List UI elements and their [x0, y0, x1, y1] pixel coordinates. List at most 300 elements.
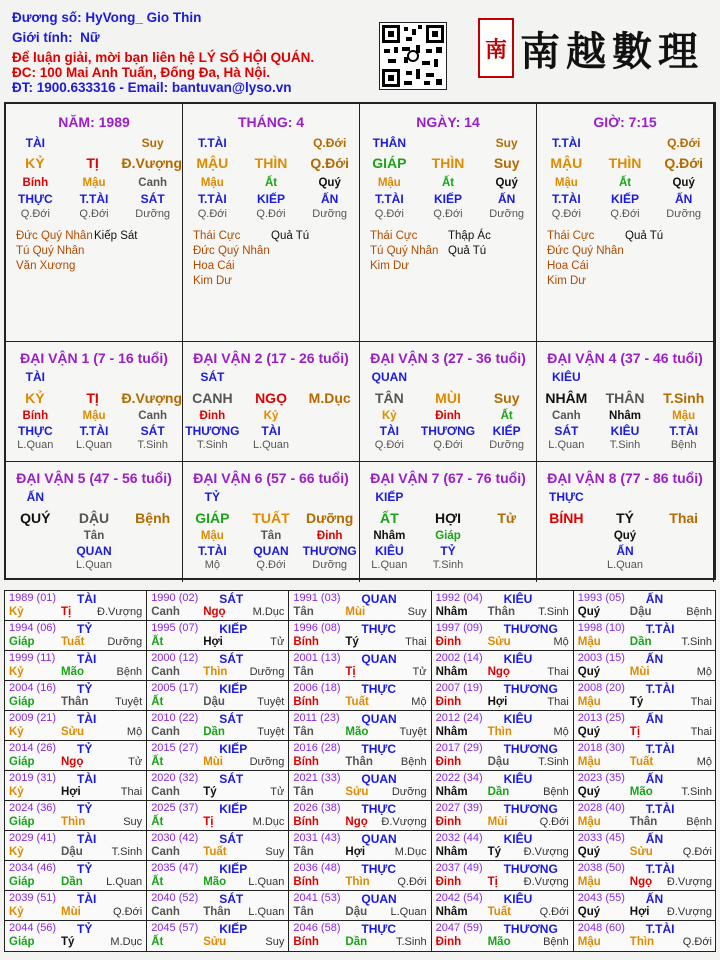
year-god: ẤN: [645, 832, 664, 846]
year-phase: Đ.Vượng: [97, 606, 143, 618]
dai-van-cell[interactable]: [537, 342, 714, 462]
year-phase: Suy: [407, 606, 427, 618]
pillar-row-hidden-gods: [183, 192, 359, 206]
pillar-row-stem-branch-cell: MẬU: [550, 155, 583, 171]
year-branch: Mùi: [629, 666, 650, 678]
year-god: ẤN: [645, 592, 664, 606]
dai-van-row-hidden-stems-cell: Quý: [613, 530, 637, 542]
dai-van-row-hidden-stems-cell: Mậu: [82, 410, 106, 422]
year-branch: Hợi: [345, 846, 366, 858]
dai-van-row-hidden-stems-cell: Đinh: [316, 530, 343, 542]
dai-van-row-hidden-stems-cell: Kỷ: [263, 410, 279, 422]
dai-van-row-stem-branch: [360, 510, 536, 526]
year-cell[interactable]: [5, 651, 147, 681]
year-god: KIẾP: [219, 742, 248, 756]
dai-van-row-stem-branch-cell: M.Dục: [308, 390, 351, 406]
dai-van-cell[interactable]: [537, 462, 714, 582]
dai-van-row-stem-branch-cell: MÙI: [435, 390, 461, 406]
year-god: ẤN: [645, 712, 664, 726]
year-phase: Bệnh: [116, 666, 143, 678]
year-label: 1991 (03): [293, 592, 341, 604]
year-cell[interactable]: [574, 801, 716, 831]
year-phase: Thai: [690, 726, 712, 738]
year-cell[interactable]: [147, 831, 289, 861]
year-stem: Giáp: [9, 816, 35, 828]
year-cell[interactable]: [147, 591, 289, 621]
dai-van-cell[interactable]: [6, 462, 183, 582]
star-label: Hoa Cái: [547, 260, 589, 272]
year-phase: Q.Đới: [539, 906, 569, 918]
dai-van-row-phase: [6, 559, 182, 571]
year-cell[interactable]: [5, 711, 147, 741]
year-phase: T.Sinh: [538, 606, 569, 618]
dai-van-cell[interactable]: [183, 342, 360, 462]
dai-van-cell[interactable]: [6, 342, 183, 462]
year-god: KIÊU: [503, 712, 533, 726]
pillar-row-phase-cell: Q.Đới: [20, 208, 50, 220]
year-cell[interactable]: [289, 861, 431, 891]
year-phase: Đ.Vượng: [523, 876, 569, 888]
year-phase: Suy: [265, 936, 285, 948]
year-branch: Tý: [487, 846, 502, 858]
pillar-row-stem-god-cell: T.TÀI: [552, 136, 581, 150]
year-phase: T.Sinh: [681, 786, 712, 798]
year-branch: Dần: [629, 636, 652, 648]
dai-van-cell[interactable]: [183, 462, 360, 582]
pillar-row-phase: [537, 208, 713, 220]
dai-van-row-stem-god-cell: [300, 490, 359, 504]
year-cell[interactable]: [432, 591, 574, 621]
year-stem: Tân: [293, 606, 314, 618]
dai-van-row-hidden-stems-cell: Nhâm: [373, 530, 406, 542]
pillar-row-stem-god-cell: Q.Đới: [313, 136, 347, 150]
logo-text: 南越數理: [520, 28, 704, 75]
dai-van-row-hidden-gods-cell: [537, 544, 596, 558]
pillar-row-hidden-stems-cell: Ất: [441, 177, 455, 189]
dai-van-row-stem-branch-cell: DẬU: [78, 510, 110, 526]
star-label: Thái Cực: [193, 230, 241, 242]
star-label: Đức Quý Nhân: [547, 245, 624, 257]
dai-van-row-stem-god: [6, 490, 182, 504]
year-label: 2037 (49): [435, 862, 483, 874]
year-stem: Ất: [151, 876, 164, 888]
star-label: [271, 244, 351, 259]
dai-van-row-phase: [360, 439, 536, 451]
year-label: 2027 (39): [435, 802, 483, 814]
dai-van-row-hidden-stems-cell: Mậu: [672, 410, 696, 422]
dai-van-row-phase: [537, 439, 713, 451]
dai-van-title: ĐẠI VẬN 5 (47 - 56 tuổi): [16, 470, 172, 486]
year-cell[interactable]: [5, 831, 147, 861]
year-god: KIÊU: [503, 772, 533, 786]
year-cell[interactable]: [289, 771, 431, 801]
year-cell[interactable]: [432, 741, 574, 771]
dai-van-row-phase-cell: L.Quan: [17, 439, 54, 451]
year-branch: Dần: [203, 726, 225, 738]
dai-van-row-phase: [183, 439, 359, 451]
pillar-row-hidden-gods: [6, 192, 182, 206]
dai-van-row-hidden-stems-cell: [477, 530, 536, 542]
pillar-row-stem-god-cell: THÂN: [372, 136, 406, 150]
year-label: 2038 (50): [577, 862, 625, 874]
dai-van-row-stem-branch: [537, 390, 713, 406]
dai-van-row-phase: [360, 559, 536, 571]
dai-van-row-hidden-gods-cell: SÁT: [554, 424, 579, 438]
year-cell[interactable]: [147, 681, 289, 711]
dai-van-cell[interactable]: [360, 342, 537, 462]
year-branch: Mão: [61, 666, 84, 678]
year-cell[interactable]: [289, 681, 431, 711]
dai-van-row-phase-cell: Q.Đới: [433, 439, 463, 451]
dai-van-row-phase-cell: [6, 559, 65, 571]
year-cell[interactable]: [289, 621, 431, 651]
dai-van-row-stem-branch-cell: QUÝ: [20, 510, 51, 526]
year-cell[interactable]: [289, 831, 431, 861]
year-god: T.TÀI: [645, 682, 675, 696]
year-cell[interactable]: [574, 921, 716, 951]
year-label: 1990 (02): [151, 592, 199, 604]
dai-van-cell[interactable]: [360, 462, 537, 582]
dai-van-row-phase: [183, 559, 359, 571]
year-cell[interactable]: [289, 591, 431, 621]
year-god: ẤN: [645, 892, 664, 906]
year-god: KIÊU: [503, 832, 533, 846]
year-phase: Thai: [547, 696, 569, 708]
year-label: 2007 (19): [435, 682, 483, 694]
dai-van-row-phase-cell: L.Quan: [252, 439, 290, 451]
pillar-row-stem-branch-cell: Q.Đới: [310, 155, 350, 171]
year-cell[interactable]: [147, 621, 289, 651]
year-stem: Quý: [577, 846, 601, 858]
dai-van-row-stem-god-cell: [419, 490, 478, 504]
year-label: 1989 (01): [9, 592, 57, 604]
year-branch: Dậu: [629, 606, 652, 618]
year-cell[interactable]: [289, 891, 431, 921]
year-label: 2009 (21): [9, 712, 57, 724]
dai-van-row-phase-cell: [654, 559, 713, 571]
year-phase: M.Dục: [394, 846, 427, 858]
year-label: 2041 (53): [293, 892, 341, 904]
year-cell[interactable]: [5, 861, 147, 891]
dai-van-row-hidden-gods: [6, 544, 182, 558]
dai-van-row-phase-cell: Q.Đới: [256, 559, 286, 571]
year-stem: Giáp: [9, 756, 35, 768]
year-label: 2036 (48): [293, 862, 341, 874]
dai-van-row-hidden-stems-cell: Tân: [260, 530, 282, 542]
year-label: 1997 (09): [435, 622, 483, 634]
year-cell[interactable]: [5, 681, 147, 711]
year-label: 2018 (30): [577, 742, 625, 754]
pillar-title: NGÀY: 14: [416, 114, 480, 130]
contact-intro: Để luận giải, mời bạn liên hệ LÝ SỐ HỘI QUÁN.: [12, 50, 315, 65]
dai-van-row-hidden-gods-cell: KIẾP: [492, 424, 521, 438]
year-phase: T.Sinh: [538, 756, 569, 768]
dai-van-row-hidden-stems-cell: [123, 530, 182, 542]
dai-van-row-hidden-stems-cell: Mậu: [200, 530, 224, 542]
pillar-cell[interactable]: [537, 104, 714, 342]
year-cell[interactable]: [289, 741, 431, 771]
year-cell[interactable]: [5, 801, 147, 831]
year-phase: Dưỡng: [249, 666, 285, 678]
year-phase: Mộ: [411, 696, 427, 708]
dai-van-row-stem-branch-cell: Dưỡng: [306, 510, 354, 526]
year-phase: Bệnh: [400, 756, 427, 768]
year-cell[interactable]: [5, 591, 147, 621]
brand-logo: [478, 18, 708, 78]
dai-van-row-stem-branch-cell: CANH: [192, 390, 233, 406]
dai-van-row-stem-branch-cell: TỊ: [86, 390, 99, 406]
year-label: 1993 (05): [577, 592, 625, 604]
year-phase: Đ.Vượng: [666, 906, 712, 918]
year-branch: Ngọ: [629, 876, 653, 888]
pillar-cell[interactable]: [183, 104, 360, 342]
year-cell[interactable]: [574, 591, 716, 621]
dai-van-row-hidden-stems-cell: Ất: [500, 410, 513, 422]
pillar-row-stem-branch-cell: MẬU: [196, 155, 229, 171]
pillar-row-hidden-stems: [537, 177, 713, 189]
owner-name-line: Đương số: HyVong_ Gio Thin: [12, 10, 202, 25]
year-branch: Dần: [61, 876, 83, 888]
year-stem: Đinh: [435, 876, 462, 888]
year-cell[interactable]: [432, 771, 574, 801]
dai-van-row-stem-god-cell: ẤN: [26, 490, 44, 504]
annual-luck-table: [4, 590, 716, 952]
year-cell[interactable]: [432, 711, 574, 741]
year-cell[interactable]: [432, 651, 574, 681]
year-cell[interactable]: [574, 651, 716, 681]
year-stem: Kỷ: [9, 846, 24, 858]
year-cell[interactable]: [432, 861, 574, 891]
dai-van-row-hidden-gods-cell: KIÊU: [375, 544, 404, 558]
pillar-row-stem-god-cell: [419, 136, 478, 150]
dai-van-title: ĐẠI VẬN 2 (17 - 26 tuổi): [193, 350, 349, 366]
year-cell[interactable]: [432, 681, 574, 711]
dai-van-row-hidden-gods-cell: THỰC: [18, 424, 53, 438]
dai-van-row-hidden-stems: [360, 410, 536, 422]
pillar-row-stem-branch-cell: THÌN: [608, 155, 642, 171]
dai-van-row-hidden-stems-cell: Bính: [22, 410, 49, 422]
year-phase: Bệnh: [686, 606, 712, 618]
dai-van-row-stem-branch-cell: TÝ: [616, 510, 634, 526]
chart-grid: [4, 102, 716, 580]
year-branch: Tý: [629, 696, 644, 708]
dai-van-row-hidden-stems-cell: Canh: [551, 410, 581, 422]
year-god: QUAN: [361, 712, 397, 726]
pillar-row-hidden-gods-cell: KIẾP: [257, 192, 286, 206]
year-god: THƯƠNG: [503, 742, 558, 756]
year-cell[interactable]: [574, 891, 716, 921]
dai-van-row-stem-god-cell: SÁT: [200, 370, 225, 384]
year-cell[interactable]: [147, 801, 289, 831]
year-branch: Mùi: [487, 816, 508, 828]
year-label: 2021 (33): [293, 772, 341, 784]
year-cell[interactable]: [147, 711, 289, 741]
star-label: [448, 259, 528, 274]
dai-van-row-phase-cell: [477, 559, 536, 571]
year-cell[interactable]: [289, 651, 431, 681]
pillar-row-hidden-gods-cell: T.TÀI: [198, 192, 227, 206]
year-cell[interactable]: [147, 891, 289, 921]
pillar-row-stem-branch-cell: KỶ: [25, 155, 45, 171]
year-stem: Giáp: [9, 696, 35, 708]
year-phase: Bệnh: [543, 786, 569, 798]
year-cell[interactable]: [574, 711, 716, 741]
star-label: Thái Cực: [547, 230, 595, 242]
year-cell[interactable]: [574, 681, 716, 711]
contact-line[interactable]: ĐT: 1900.633316 - Email: bantuvan@lyso.vn: [12, 80, 292, 95]
year-god: SÁT: [219, 592, 244, 606]
dai-van-row-stem-god-cell: [654, 490, 713, 504]
year-stem: Đinh: [435, 756, 462, 768]
year-cell[interactable]: [432, 891, 574, 921]
year-label: 2006 (18): [293, 682, 341, 694]
pillar-row-phase: [6, 208, 182, 220]
dai-van-row-hidden-stems-cell: [6, 530, 65, 542]
dai-van-row-hidden-stems-cell: [300, 410, 359, 422]
pillar-row-stem-branch-cell: THÌN: [431, 155, 465, 171]
year-branch: Tuất: [487, 906, 512, 918]
year-cell[interactable]: [574, 621, 716, 651]
year-stem: Quý: [577, 786, 601, 798]
year-phase: Thai: [405, 636, 427, 648]
year-cell[interactable]: [147, 651, 289, 681]
year-stem: Nhâm: [435, 726, 468, 738]
year-phase: Tuyệt: [257, 696, 285, 708]
dai-van-row-phase-cell: Mộ: [204, 559, 220, 571]
dai-van-row-hidden-gods-cell: T.TÀI: [79, 424, 109, 438]
dai-van-row-stem-branch-cell: THÂN: [605, 390, 645, 406]
dai-van-row-hidden-gods: [6, 424, 182, 438]
year-phase: Mộ: [696, 756, 712, 768]
year-branch: Thìn: [61, 816, 86, 828]
pillar-row-hidden-stems-cell: Quý: [672, 177, 695, 189]
year-cell[interactable]: [147, 921, 289, 951]
year-cell[interactable]: [147, 861, 289, 891]
year-stem: Ất: [151, 756, 164, 768]
year-label: 2030 (42): [151, 832, 199, 844]
year-stem: Mậu: [577, 936, 601, 948]
dai-van-row-hidden-gods-cell: SÁT: [140, 424, 165, 438]
year-branch: Tý: [61, 936, 75, 948]
year-cell[interactable]: [289, 921, 431, 951]
dai-van-row-phase-cell: L.Quan: [75, 439, 113, 451]
year-label: 1996 (08): [293, 622, 341, 634]
year-stem: Bính: [293, 816, 319, 828]
dai-van-title: ĐẠI VẬN 1 (7 - 16 tuổi): [20, 350, 168, 366]
year-cell[interactable]: [432, 621, 574, 651]
year-god: QUAN: [361, 592, 397, 606]
dai-van-row-stem-god-cell: [123, 490, 182, 504]
year-stem: Đinh: [435, 816, 462, 828]
pillar-row-stem-god-cell: [596, 136, 655, 150]
year-cell[interactable]: [574, 771, 716, 801]
dai-van-row-stem-god-cell: TÀI: [25, 370, 45, 384]
pillar-row-hidden-gods-cell: ẤN: [675, 192, 693, 206]
pillar-row-stem-god-cell: Suy: [141, 136, 164, 150]
year-branch: Thìn: [629, 936, 655, 948]
year-god: QUAN: [361, 772, 397, 786]
year-label: 2035 (47): [151, 862, 199, 874]
dai-van-row-hidden-stems: [537, 530, 713, 542]
year-branch: Sửu: [61, 726, 85, 738]
year-branch: Hợi: [487, 696, 508, 708]
year-phase: Đ.Vượng: [523, 846, 569, 858]
year-cell[interactable]: [147, 771, 289, 801]
year-cell[interactable]: [5, 921, 147, 951]
pillar-cell[interactable]: [6, 104, 183, 342]
dai-van-row-stem-god-cell: KIÊU: [552, 370, 581, 384]
year-stem: Tân: [293, 786, 314, 798]
year-cell[interactable]: [5, 891, 147, 921]
year-stem: Mậu: [577, 876, 601, 888]
pillar-row-hidden-stems-cell: Mậu: [554, 177, 578, 189]
year-stem: Quý: [577, 726, 601, 738]
year-stem: Nhâm: [435, 666, 468, 678]
year-stem: Mậu: [577, 816, 601, 828]
year-cell[interactable]: [5, 771, 147, 801]
year-cell[interactable]: [289, 711, 431, 741]
year-cell[interactable]: [147, 741, 289, 771]
year-god: TỶ: [77, 862, 93, 876]
year-stem: Kỷ: [9, 906, 24, 918]
year-god: TÀI: [77, 892, 97, 906]
pillar-stars: [370, 229, 532, 274]
star-label: [625, 244, 705, 259]
year-stem: Giáp: [9, 936, 35, 948]
pillar-row-stem-god-cell: TÀI: [25, 136, 45, 150]
pillar-row-stem-branch: [6, 155, 182, 171]
year-phase: Bệnh: [543, 936, 569, 948]
year-cell[interactable]: [432, 831, 574, 861]
year-cell[interactable]: [432, 921, 574, 951]
year-label: 2002 (14): [435, 652, 483, 664]
star-label: Kiếp Sát: [94, 230, 138, 242]
pillar-cell[interactable]: [360, 104, 537, 342]
year-phase: Tuyệt: [115, 696, 143, 708]
dai-van-row-hidden-gods-cell: [477, 544, 536, 558]
year-stem: Ất: [151, 816, 164, 828]
year-god: THƯƠNG: [503, 922, 558, 936]
year-cell[interactable]: [574, 741, 716, 771]
dai-van-row-phase-cell: T.Sinh: [137, 439, 168, 451]
year-stem: Nhâm: [435, 846, 468, 858]
year-god: TÀI: [77, 652, 97, 666]
pillar-row-hidden-stems: [6, 177, 182, 189]
year-god: T.TÀI: [645, 802, 675, 816]
pillar-row-hidden-stems-cell: Mậu: [200, 177, 224, 189]
year-phase: Dưỡng: [107, 636, 143, 648]
year-god: KIẾP: [219, 922, 248, 936]
year-branch: Dần: [345, 936, 368, 948]
year-cell[interactable]: [574, 861, 716, 891]
year-branch: Dần: [487, 786, 510, 798]
pillar-row-hidden-stems: [183, 177, 359, 189]
pillar-row-stem-branch-cell: GIÁP: [372, 155, 407, 171]
year-cell[interactable]: [289, 801, 431, 831]
year-label: 2019 (31): [9, 772, 57, 784]
star-label: [625, 259, 705, 274]
year-stem: Tân: [293, 666, 314, 678]
year-cell[interactable]: [5, 741, 147, 771]
year-cell[interactable]: [5, 621, 147, 651]
year-branch: Thân: [203, 906, 231, 918]
dai-van-row-hidden-stems-cell: Giáp: [435, 530, 461, 542]
year-cell[interactable]: [574, 831, 716, 861]
pillar-row-stem-god-cell: T.TÀI: [198, 136, 227, 150]
year-branch: Tị: [629, 726, 641, 738]
year-cell[interactable]: [432, 801, 574, 831]
pillar-row-hidden-gods-cell: THỰC: [18, 192, 53, 206]
